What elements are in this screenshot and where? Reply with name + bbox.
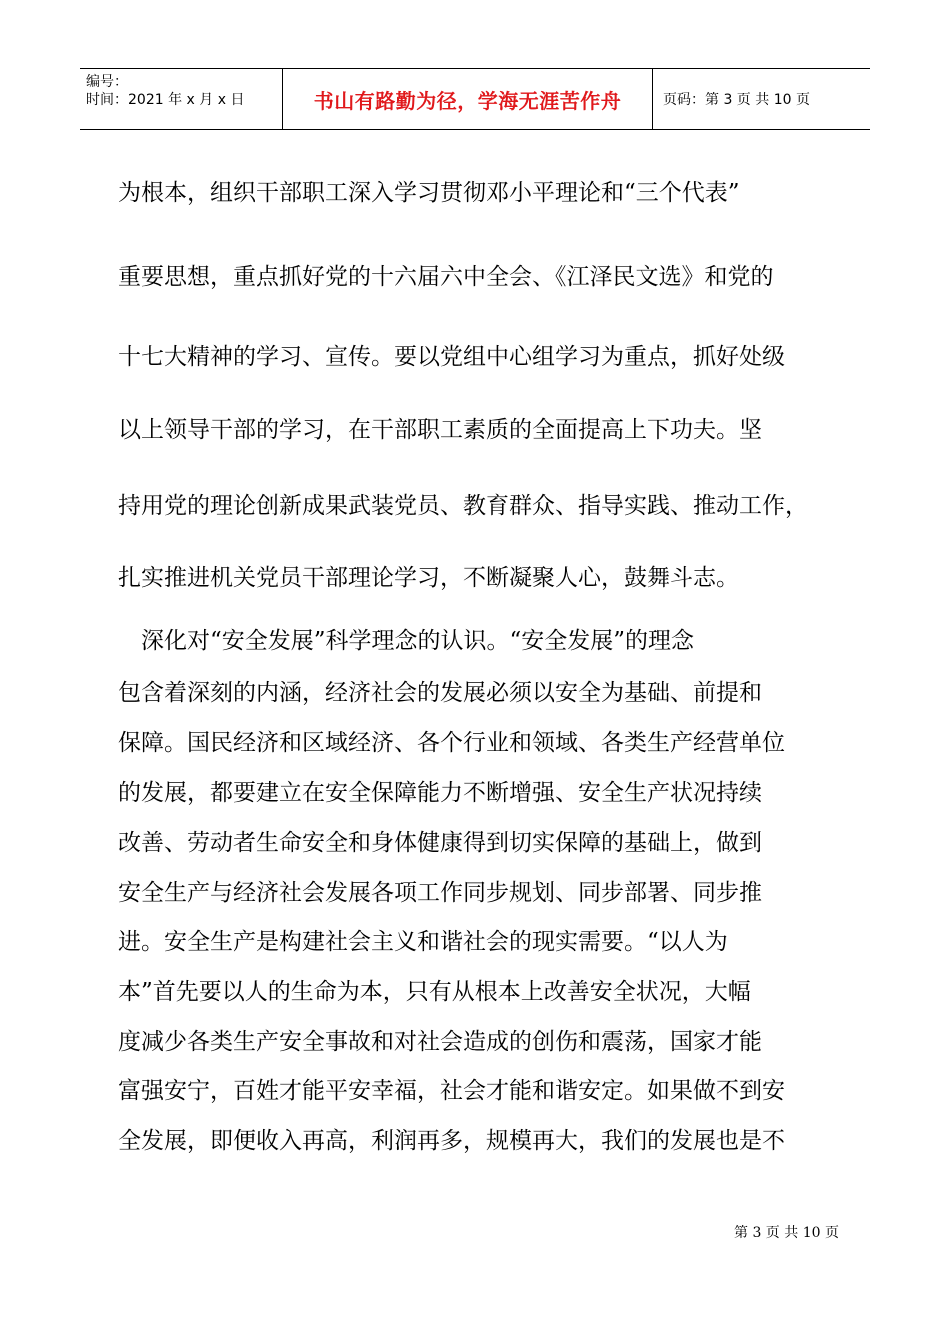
body-line: 进。安全生产是构建社会主义和谐社会的现实需要。“以人为 xyxy=(118,929,728,955)
document-date: 时间：2021 年 x 月 x 日 xyxy=(86,92,245,108)
header-meta-cell xyxy=(80,69,283,129)
body-line: 富强安宁，百姓才能平安幸福，社会才能和谐安定。如果做不到安 xyxy=(118,1078,785,1104)
header-motto-cell xyxy=(283,69,653,129)
body-line: 重要思想，重点抓好党的十六届六中全会、《江泽民文选》和党的 xyxy=(118,264,774,290)
page-footer xyxy=(734,1222,839,1242)
body-line: 深化对“安全发展”科学理念的认识。“安全发展”的理念 xyxy=(118,628,695,654)
body-line: 持用党的理论创新成果武装党员、教育群众、指导实践、推动工作， xyxy=(118,493,808,519)
document-number-label: 编号： xyxy=(86,74,128,90)
page-header xyxy=(80,68,870,130)
header-page-number: 页码：第 3 页 共 10 页 xyxy=(663,92,810,108)
body-line: 以上领导干部的学习，在干部职工素质的全面提高上下功夫。坚 xyxy=(118,417,762,443)
body-line: 扎实推进机关党员干部理论学习，不断凝聚人心，鼓舞斗志。 xyxy=(118,565,739,591)
footer-page-number: 第 3 页 共 10 页 xyxy=(734,1225,839,1241)
body-line: 度减少各类生产安全事故和对社会造成的创伤和震荡，国家才能 xyxy=(118,1029,762,1055)
body-line: 包含着深刻的内涵，经济社会的发展必须以安全为基础、前提和 xyxy=(118,680,762,706)
body-line: 十七大精神的学习、宣传。要以党组中心组学习为重点，抓好处级 xyxy=(118,344,785,370)
body-line: 的发展，都要建立在安全保障能力不断增强、安全生产状况持续 xyxy=(118,780,762,806)
header-page-cell xyxy=(653,69,870,129)
body-line: 本”首先要以人的生命为本，只有从根本上改善安全状况，大幅 xyxy=(118,979,751,1005)
body-line: 保障。国民经济和区域经济、各个行业和领域、各类生产经营单位 xyxy=(118,730,785,756)
body-line: 全发展，即便收入再高，利润再多，规模再大，我们的发展也是不 xyxy=(118,1128,785,1154)
body-line: 为根本，组织干部职工深入学习贯彻邓小平理论和“三个代表” xyxy=(118,180,740,206)
header-motto: 书山有路勤为径，学海无涯苦作舟 xyxy=(313,88,622,113)
body-line: 改善、劳动者生命安全和身体健康得到切实保障的基础上，做到 xyxy=(118,830,762,856)
body-line: 安全生产与经济社会发展各项工作同步规划、同步部署、同步推 xyxy=(118,880,762,906)
